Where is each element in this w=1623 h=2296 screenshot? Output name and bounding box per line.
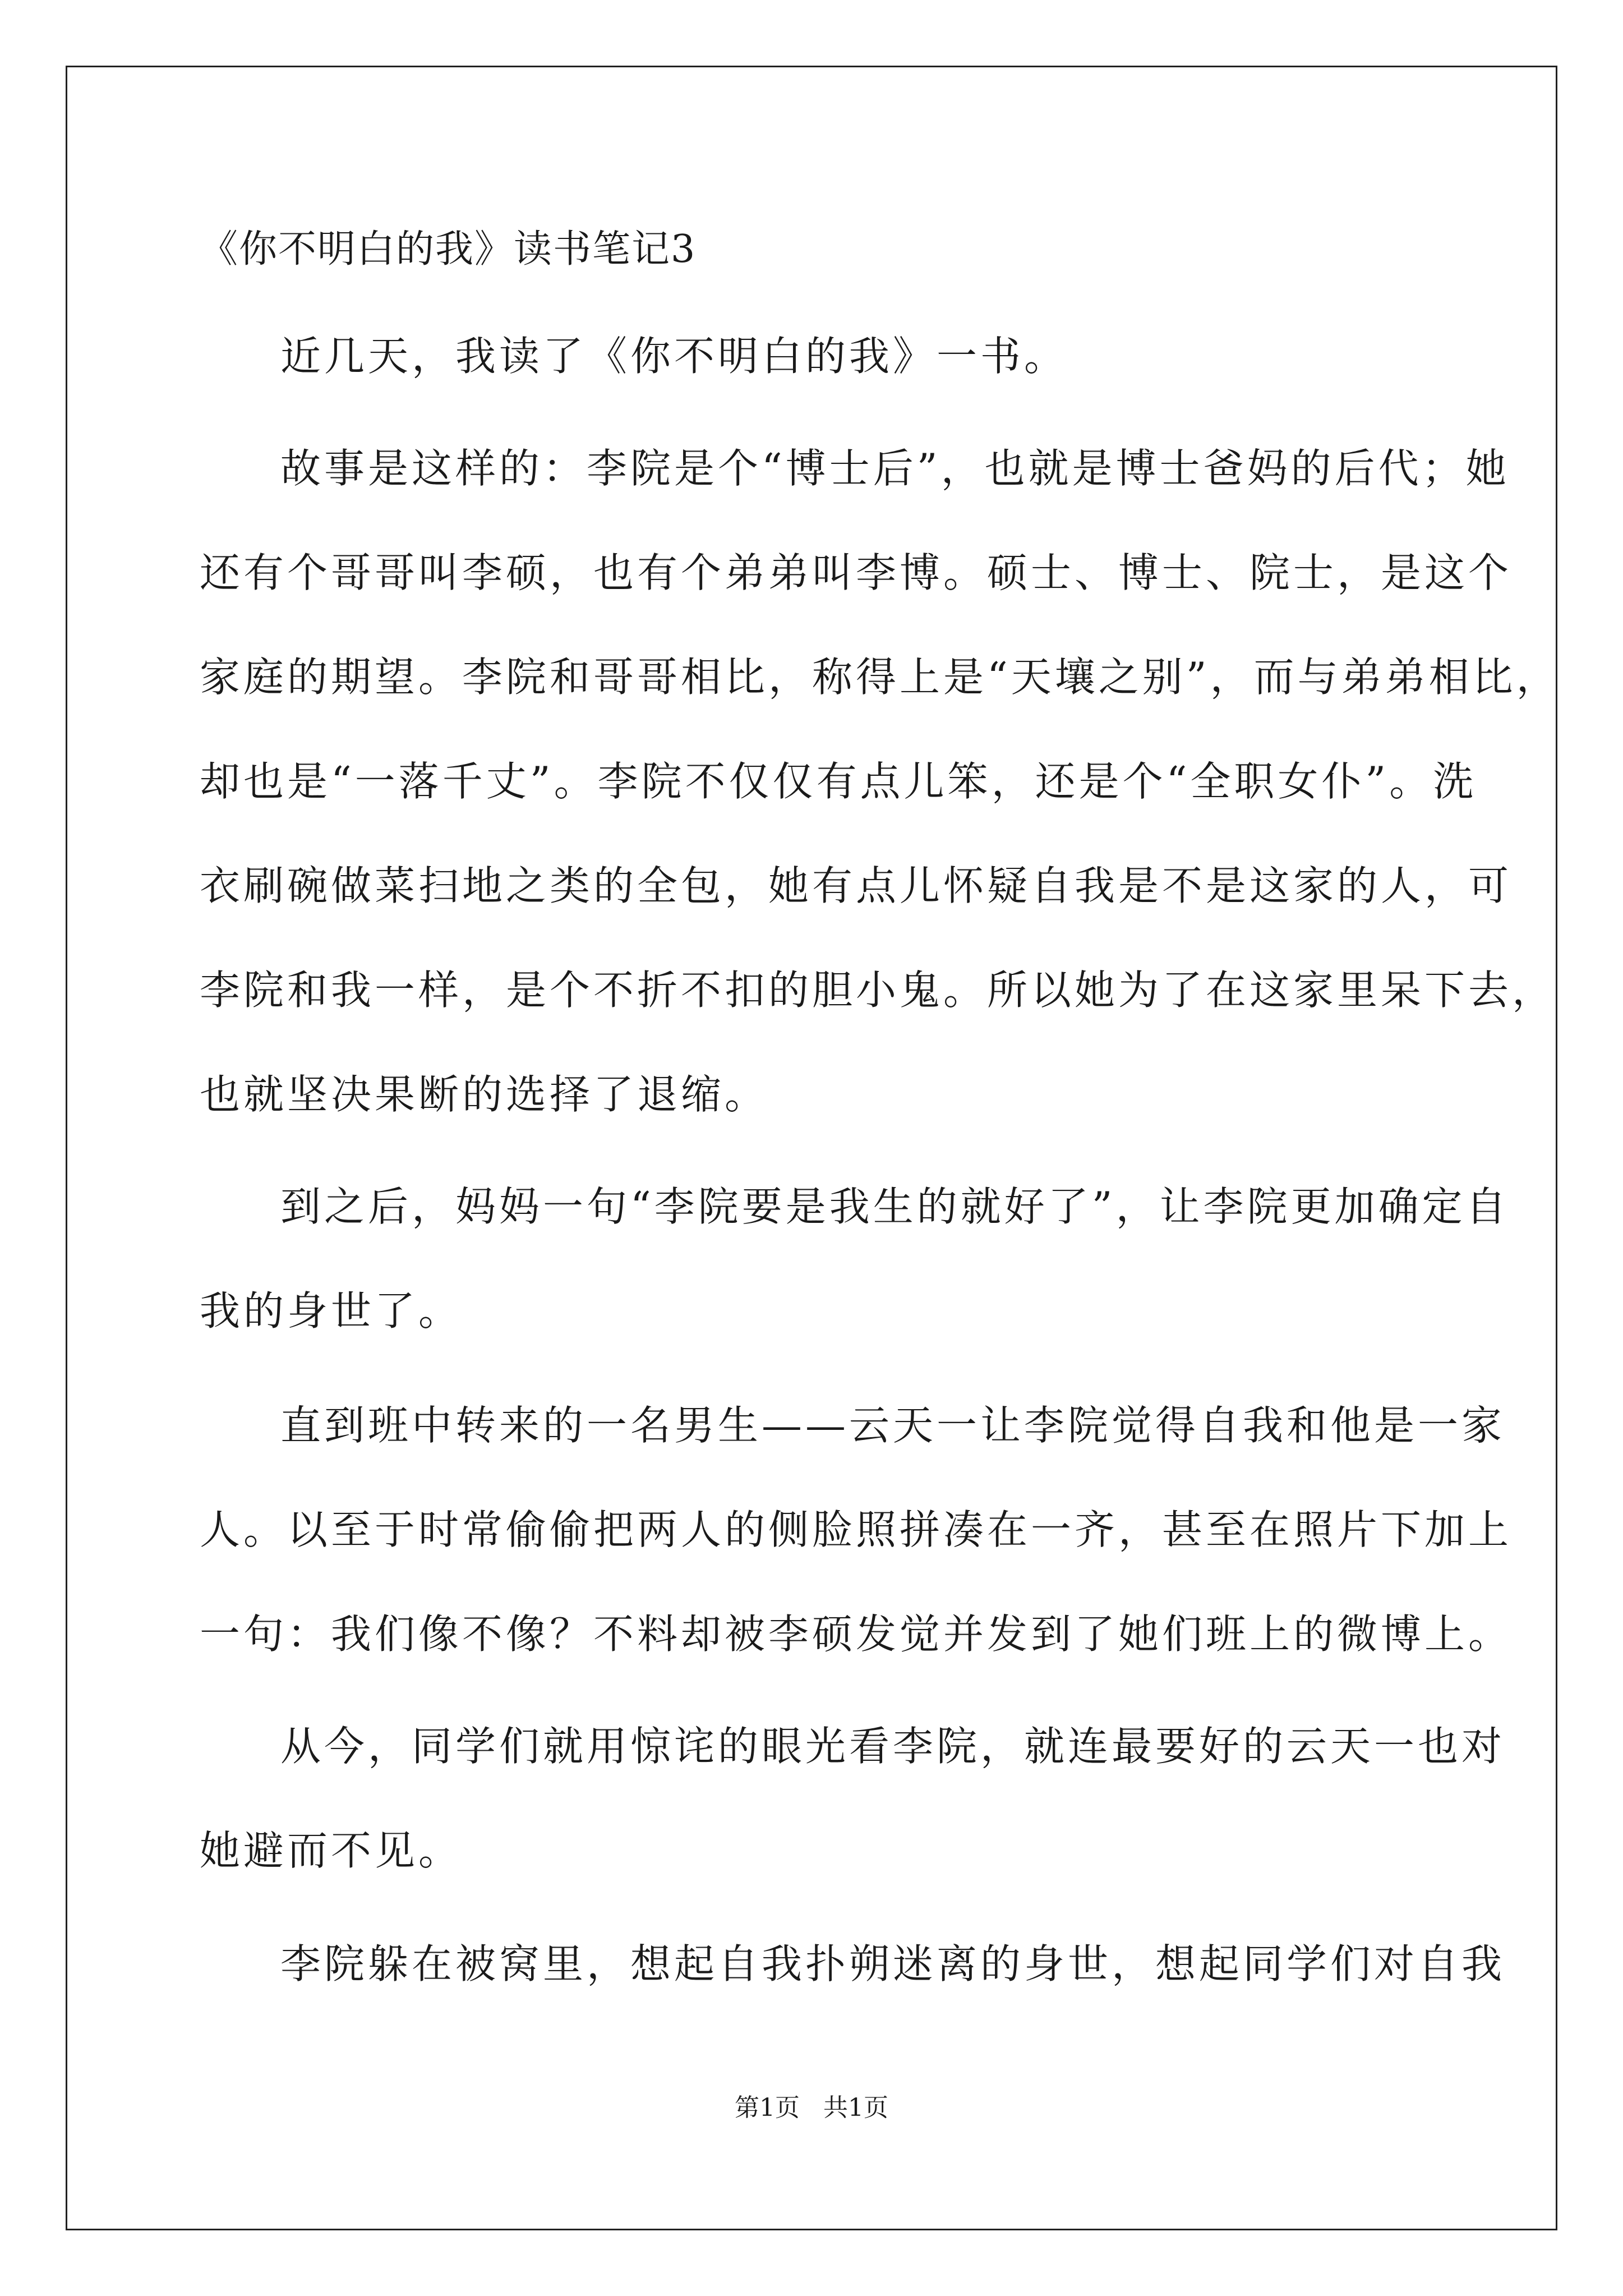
paragraph-1-line-1: 近几天，我读了《你不明白的我》一书。 [280,333,1068,380]
paragraph-2-line-5: 衣刷碗做菜扫地之类的全包，她有点儿怀疑自我是不是这家的人，可 [200,862,1513,909]
paragraph-5-line-1: 从今，同学们就用惊诧的眼光看李院，就连最要好的云天一也对 [280,1723,1506,1770]
paragraph-4-line-1: 直到班中转来的一名男生——云天一让李院觉得自我和他是一家 [280,1402,1506,1449]
paragraph-3-line-1: 到之后，妈妈一句“李院要是我生的就好了”，让李院更加确定自 [280,1183,1510,1230]
page-footer: 第1页 共1页 [735,2093,888,2122]
paragraph-4-line-2: 人。以至于时常偷偷把两人的侧脸照拼凑在一齐，甚至在照片下加上 [200,1506,1513,1553]
paragraph-2-line-7: 也就坚决果断的选择了退缩。 [200,1071,769,1118]
paragraph-2-line-6: 李院和我一样，是个不折不扣的胆小鬼。所以她为了在这家里呆下去， [200,967,1556,1014]
paragraph-2-line-4: 却也是“一落千丈”。李院不仅仅有点儿笨，还是个“全职女仆”。洗 [200,758,1477,805]
document-title: 《你不明白的我》读书笔记3 [200,227,697,272]
paragraph-4-line-3: 一句：我们像不像？不料却被李硕发觉并发到了她们班上的微博上。 [200,1611,1513,1658]
paragraph-2-line-2: 还有个哥哥叫李硕，也有个弟弟叫李博。硕士、博士、院士，是这个 [200,549,1513,596]
page-border [66,66,1560,2230]
paragraph-6-line-1: 李院躲在被窝里，想起自我扑朔迷离的身世，想起同学们对自我 [280,1940,1506,1987]
paragraph-2-line-3: 家庭的期望。李院和哥哥相比，称得上是“天壤之别”，而与弟弟相比， [200,654,1560,701]
paragraph-3-line-2: 我的身世了。 [200,1287,463,1335]
paragraph-5-line-2: 她避而不见。 [200,1827,463,1874]
paragraph-2-line-1: 故事是这样的：李院是个“博士后”，也就是博士爸妈的后代；她 [280,445,1510,492]
